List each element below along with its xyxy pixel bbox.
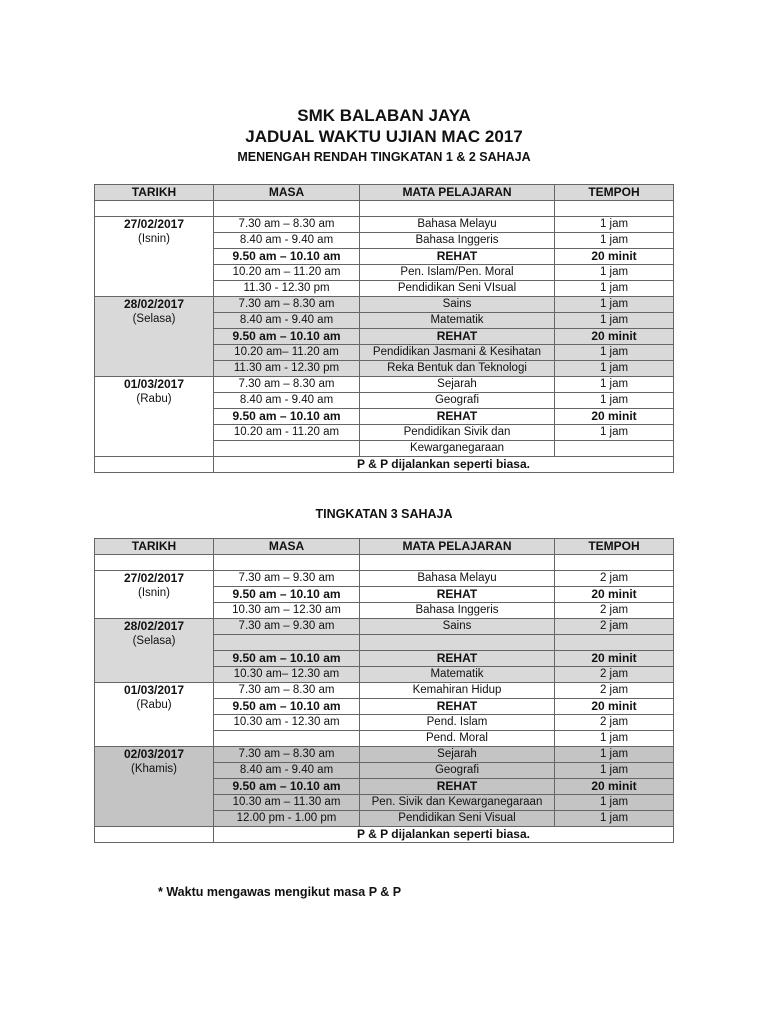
time-cell	[214, 441, 360, 457]
exam-day: (Selasa)	[132, 635, 176, 647]
spacer-cell	[214, 201, 360, 217]
spacer-row	[95, 201, 674, 217]
date-cell	[95, 377, 214, 457]
subject-cell: REHAT	[360, 587, 555, 603]
date-cell	[95, 571, 214, 619]
subject-cell: Kewarganegaraan	[360, 441, 555, 457]
spacer-cell	[360, 555, 555, 571]
time-cell: 9.50 am – 10.10 am	[214, 651, 360, 667]
duration-cell: 2 jam	[555, 603, 674, 619]
subject-cell: Matematik	[360, 313, 555, 329]
time-cell: 9.50 am – 10.10 am	[214, 409, 360, 425]
subject-cell: Pendidikan Sivik dan	[360, 425, 555, 441]
exam-day: (Isnin)	[138, 233, 170, 245]
table-row	[95, 619, 674, 635]
subject-cell: REHAT	[360, 699, 555, 715]
time-cell: 10.20 am– 11.20 am	[214, 345, 360, 361]
time-cell: 10.20 am - 11.20 am	[214, 425, 360, 441]
header-masa: MASA	[214, 539, 360, 555]
subject-cell: Reka Bentuk dan Teknologi	[360, 361, 555, 377]
spacer-cell	[95, 201, 214, 217]
schedule-table-form-1-2	[94, 184, 674, 473]
exam-date: 27/02/2017	[123, 571, 185, 585]
duration-cell	[555, 635, 674, 651]
time-cell: 10.30 am– 12.30 am	[214, 667, 360, 683]
subject-cell: Pendidikan Seni Visual	[360, 811, 555, 827]
duration-cell: 1 jam	[555, 731, 674, 747]
time-cell: 12.00 pm - 1.00 pm	[214, 811, 360, 827]
exam-day: (Rabu)	[136, 393, 172, 405]
section-2-title: TINGKATAN 3 SAHAJA	[315, 507, 453, 521]
spacer-cell	[555, 201, 674, 217]
footer-row	[95, 457, 674, 473]
table-row	[95, 683, 674, 699]
header-tempoh: TEMPOH	[555, 539, 674, 555]
time-cell: 7.30 am – 8.30 am	[214, 683, 360, 699]
time-cell: 8.40 am - 9.40 am	[214, 763, 360, 779]
duration-cell: 2 jam	[555, 715, 674, 731]
subject-cell: Sains	[360, 297, 555, 313]
duration-cell: 2 jam	[555, 683, 674, 699]
duration-cell: 20 minit	[555, 587, 674, 603]
time-cell: 7.30 am – 9.30 am	[214, 571, 360, 587]
subject-cell: Bahasa Melayu	[360, 217, 555, 233]
table-row	[95, 571, 674, 587]
duration-cell: 1 jam	[555, 747, 674, 763]
duration-cell: 2 jam	[555, 571, 674, 587]
date-cell	[95, 217, 214, 297]
date-cell	[95, 747, 214, 827]
table-header-row	[95, 185, 674, 201]
subject-cell: REHAT	[360, 779, 555, 795]
time-cell: 8.40 am - 9.40 am	[214, 233, 360, 249]
duration-cell: 20 minit	[555, 699, 674, 715]
duration-cell: 1 jam	[555, 313, 674, 329]
duration-cell: 1 jam	[555, 217, 674, 233]
exam-day: (Khamis)	[130, 763, 177, 775]
header-mata-pelajaran: MATA PELAJARAN	[360, 539, 555, 555]
subject-cell: REHAT	[360, 249, 555, 265]
exam-day: (Isnin)	[138, 587, 170, 599]
subject-cell: Sejarah	[360, 377, 555, 393]
date-cell	[95, 297, 214, 377]
footer-note: P & P dijalankan seperti biasa.	[214, 827, 674, 843]
time-cell: 8.40 am - 9.40 am	[214, 393, 360, 409]
subject-cell: Pendidikan Jasmani & Kesihatan	[360, 345, 555, 361]
header-mata-pelajaran: MATA PELAJARAN	[360, 185, 555, 201]
table-row	[95, 217, 674, 233]
subject-cell: Bahasa Inggeris	[360, 233, 555, 249]
duration-cell: 1 jam	[555, 345, 674, 361]
duration-cell: 1 jam	[555, 795, 674, 811]
duration-cell	[555, 441, 674, 457]
duration-cell: 1 jam	[555, 281, 674, 297]
footnote: * Waktu mengawas mengikut masa P & P	[158, 885, 402, 899]
exam-date: 28/02/2017	[123, 619, 185, 633]
footer-note: P & P dijalankan seperti biasa.	[214, 457, 674, 473]
header-tarikh: TARIKH	[95, 185, 214, 201]
subject-cell: Pend. Islam	[360, 715, 555, 731]
header-tempoh: TEMPOH	[555, 185, 674, 201]
spacer-row	[95, 555, 674, 571]
duration-cell: 1 jam	[555, 811, 674, 827]
exam-date: 02/03/2017	[123, 747, 185, 761]
duration-cell: 2 jam	[555, 667, 674, 683]
subject-cell: Geografi	[360, 763, 555, 779]
time-cell	[214, 731, 360, 747]
subject-cell: Pend. Moral	[360, 731, 555, 747]
subject-cell: Pen. Islam/Pen. Moral	[360, 265, 555, 281]
time-cell: 7.30 am – 8.30 am	[214, 217, 360, 233]
spacer-cell	[95, 555, 214, 571]
footer-row	[95, 827, 674, 843]
table-row	[95, 297, 674, 313]
duration-cell: 1 jam	[555, 393, 674, 409]
exam-day: (Rabu)	[136, 699, 172, 711]
subject-cell: Matematik	[360, 667, 555, 683]
time-cell: 10.30 am – 12.30 am	[214, 603, 360, 619]
table-header-row	[95, 539, 674, 555]
subject-cell: Bahasa Inggeris	[360, 603, 555, 619]
duration-cell: 1 jam	[555, 425, 674, 441]
duration-cell: 20 minit	[555, 409, 674, 425]
time-cell: 8.40 am - 9.40 am	[214, 313, 360, 329]
time-cell: 7.30 am – 8.30 am	[214, 377, 360, 393]
section-1-title: MENENGAH RENDAH TINGKATAN 1 & 2 SAHAJA	[237, 150, 531, 164]
time-cell: 10.20 am – 11.20 am	[214, 265, 360, 281]
duration-cell: 2 jam	[555, 619, 674, 635]
date-cell	[95, 683, 214, 747]
time-cell: 11.30 - 12.30 pm	[214, 281, 360, 297]
duration-cell: 1 jam	[555, 265, 674, 281]
duration-cell: 20 minit	[555, 779, 674, 795]
school-name: SMK BALABAN JAYA	[297, 106, 471, 125]
duration-cell: 1 jam	[555, 297, 674, 313]
subject-cell: Bahasa Melayu	[360, 571, 555, 587]
time-cell: 9.50 am – 10.10 am	[214, 699, 360, 715]
footer-empty-cell	[95, 827, 214, 843]
time-cell: 7.30 am – 8.30 am	[214, 297, 360, 313]
schedule-table-form-3	[94, 538, 674, 843]
duration-cell: 1 jam	[555, 377, 674, 393]
exam-date: 01/03/2017	[123, 377, 185, 391]
duration-cell: 1 jam	[555, 763, 674, 779]
time-cell: 9.50 am – 10.10 am	[214, 779, 360, 795]
date-cell	[95, 619, 214, 683]
time-cell: 9.50 am – 10.10 am	[214, 587, 360, 603]
subject-cell: Sejarah	[360, 747, 555, 763]
time-cell: 7.30 am – 9.30 am	[214, 619, 360, 635]
document-title: JADUAL WAKTU UJIAN MAC 2017	[245, 127, 523, 146]
time-cell: 7.30 am – 8.30 am	[214, 747, 360, 763]
duration-cell: 20 minit	[555, 329, 674, 345]
subject-cell: Geografi	[360, 393, 555, 409]
subject-cell: Pendidikan Seni VIsual	[360, 281, 555, 297]
time-cell: 9.50 am – 10.10 am	[214, 249, 360, 265]
table-row	[95, 377, 674, 393]
subject-cell: REHAT	[360, 409, 555, 425]
time-cell: 11.30 am - 12.30 pm	[214, 361, 360, 377]
time-cell: 10.30 am - 12.30 am	[214, 715, 360, 731]
duration-cell: 1 jam	[555, 361, 674, 377]
table-row	[95, 747, 674, 763]
exam-date: 01/03/2017	[123, 683, 185, 697]
exam-date: 27/02/2017	[123, 217, 185, 231]
spacer-cell	[555, 555, 674, 571]
subject-cell: REHAT	[360, 329, 555, 345]
time-cell	[214, 635, 360, 651]
time-cell: 9.50 am – 10.10 am	[214, 329, 360, 345]
subject-cell: REHAT	[360, 651, 555, 667]
time-cell: 10.30 am – 11.30 am	[214, 795, 360, 811]
duration-cell: 20 minit	[555, 249, 674, 265]
subject-cell: Pen. Sivik dan Kewarganegaraan	[360, 795, 555, 811]
subject-cell: Kemahiran Hidup	[360, 683, 555, 699]
footer-empty-cell	[95, 457, 214, 473]
exam-day: (Selasa)	[132, 313, 176, 325]
exam-date: 28/02/2017	[123, 297, 185, 311]
spacer-cell	[360, 201, 555, 217]
header-masa: MASA	[214, 185, 360, 201]
duration-cell: 1 jam	[555, 233, 674, 249]
spacer-cell	[214, 555, 360, 571]
subject-cell: Sains	[360, 619, 555, 635]
subject-cell	[360, 635, 555, 651]
duration-cell: 20 minit	[555, 651, 674, 667]
header-tarikh: TARIKH	[95, 539, 214, 555]
